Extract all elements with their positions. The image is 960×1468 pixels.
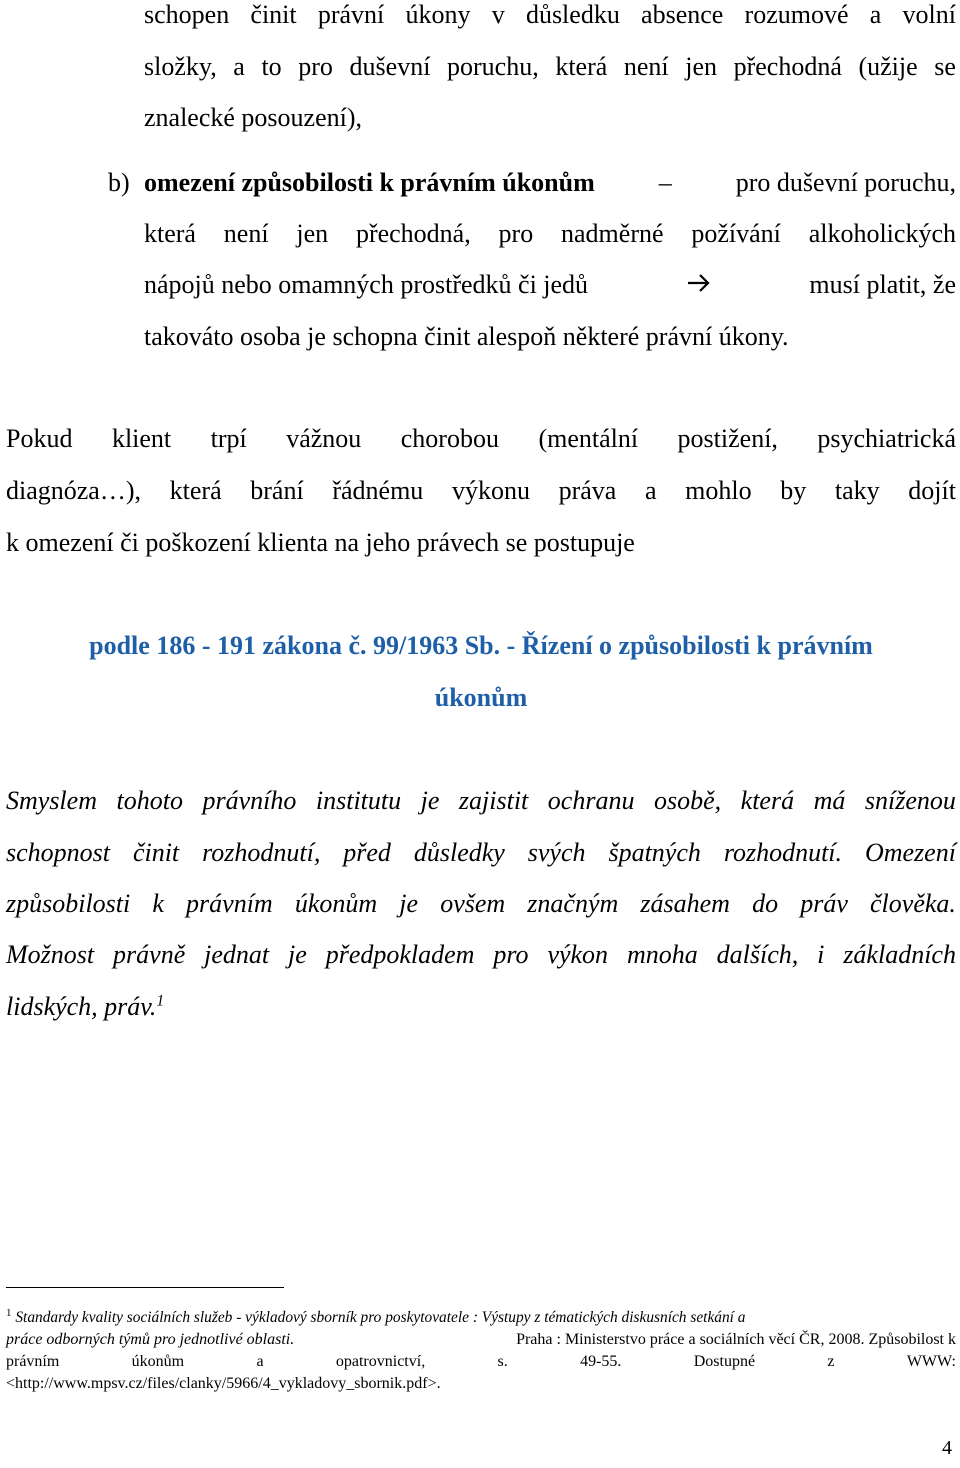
word: předpokladem [325, 940, 475, 969]
list-item-b-line-4: takováto osoba je schopna činit alespoň některé právní úkony. [144, 322, 789, 351]
word: složky, [144, 52, 217, 81]
word: důsledku [525, 0, 620, 29]
word: absence [641, 0, 724, 29]
word: s. [497, 1353, 508, 1370]
word: je [420, 786, 440, 815]
word: a [644, 476, 657, 505]
arrow-right-icon [686, 270, 712, 300]
word: člověka. [870, 889, 956, 918]
word: právním [6, 1353, 60, 1370]
word: schopnost [6, 838, 110, 867]
word: Možnost [6, 940, 95, 969]
footnote-line-3 [6, 1351, 956, 1373]
word: výkonu [451, 476, 530, 505]
word: diagnóza…), [6, 476, 142, 505]
footnote [6, 1307, 956, 1395]
word: úkonům [294, 889, 378, 918]
word: institutu [315, 786, 402, 815]
word: činit [132, 838, 180, 867]
word: jednat [204, 940, 270, 969]
paragraph-line-3: k omezení či poškození klienta na jeho právech se postupuje [6, 528, 635, 557]
footnote-line-2 [6, 1329, 956, 1351]
word: úkonům [131, 1353, 185, 1370]
word: a [233, 52, 245, 81]
word: je [288, 940, 307, 969]
word: Pokud [6, 424, 73, 453]
italic-paragraph-line-4 [6, 940, 956, 970]
word: pro [493, 940, 529, 969]
word: která [740, 786, 795, 815]
word: která [555, 52, 608, 81]
word: není [223, 219, 269, 248]
word: je [399, 889, 419, 918]
word: klient [111, 424, 172, 453]
word: která [169, 476, 222, 505]
word: i [817, 940, 825, 969]
word: trpí [210, 424, 247, 453]
word: zásahem [640, 889, 730, 918]
page-number: 4 [942, 1437, 952, 1459]
word: v [491, 0, 505, 29]
word: svých [527, 838, 586, 867]
paragraph-line-1 [6, 424, 956, 454]
word: a [256, 1353, 264, 1370]
word: tohoto [116, 786, 183, 815]
list-item-b-line-3-before: nápojů nebo omamných prostředků či jedů [144, 270, 589, 299]
word: se [934, 52, 956, 81]
list-continuation-line-2 [144, 52, 956, 82]
footnote-line-1 [6, 1307, 956, 1329]
italic-paragraph-line-3 [6, 889, 956, 919]
word: schopen [144, 0, 230, 29]
word: WWW: [906, 1353, 956, 1370]
word: poruchu, [447, 52, 539, 81]
word: jen [296, 219, 329, 248]
list-continuation-line-1 [144, 0, 956, 30]
word: výkon [547, 940, 609, 969]
footnote-url[interactable]: <http://www.mpsv.cz/files/clanky/5966/4_vykladovy_sbornik.pdf>. [6, 1375, 441, 1392]
footnote-title-part-2: práce odborných týmů pro jednotlivé oblasti. [6, 1331, 295, 1348]
word: práv [800, 889, 848, 918]
section-heading-line-1: podle 186 - 191 zákona č. 99/1963 Sb. - Řízení o způsobilosti k právním [89, 631, 873, 660]
list-item-b-line-3-after: musí platit, že [809, 270, 956, 299]
list-item-b-line-1 [144, 168, 956, 198]
word: osobě, [653, 786, 722, 815]
word: Omezení [864, 838, 956, 867]
word: právně [113, 940, 186, 969]
word: právním [186, 889, 273, 918]
word: dojít [908, 476, 956, 505]
word: má [813, 786, 846, 815]
word: činit [250, 0, 297, 29]
word: (užije [858, 52, 918, 81]
word: z [827, 1353, 835, 1370]
list-item-b-line-3 [144, 270, 956, 300]
word: a [869, 0, 882, 29]
word: vážnou [286, 424, 362, 453]
word: přechodná [733, 52, 842, 81]
word: právního [202, 786, 297, 815]
footnote-publisher: Praha : Ministerstvo práce a sociálních věcí ČR, 2008. Způsobilost k [516, 1331, 956, 1348]
word: brání [250, 476, 304, 505]
word: to [261, 52, 282, 81]
word: jen [685, 52, 717, 81]
word: ovšem [440, 889, 506, 918]
word: před [343, 838, 391, 867]
em-dash: – [658, 168, 672, 197]
section-heading-line-2: úkonům [434, 683, 528, 712]
word: k [152, 889, 164, 918]
paragraph-line-2 [6, 476, 956, 506]
word: zajistit [458, 786, 529, 815]
word: špatných [608, 838, 701, 867]
word: sníženou [864, 786, 956, 815]
word: mohlo [685, 476, 752, 505]
word: nadměrné [561, 219, 664, 248]
italic-paragraph-line-1 [6, 786, 956, 816]
word: postižení, [677, 424, 778, 453]
word: pro [498, 219, 534, 248]
word: taky [834, 476, 880, 505]
footnote-separator [6, 1287, 284, 1288]
word: volní [902, 0, 956, 29]
word: dalších, [716, 940, 799, 969]
word: rozhodnutí. [723, 838, 843, 867]
word: důsledky [413, 838, 505, 867]
bold-term: omezení způsobilosti k právním úkonům [144, 168, 595, 197]
list-item-b-line-2 [144, 219, 956, 249]
word: rozumové [744, 0, 849, 29]
list-item-b-line-1-rest: pro duševní poruchu, [735, 168, 956, 197]
footnote-number: 1 [6, 1306, 12, 1319]
word: Smyslem [6, 786, 97, 815]
word: řádnému [332, 476, 424, 505]
word: opatrovnictví, [335, 1353, 426, 1370]
list-marker-b: b) [108, 168, 130, 197]
word: psychiatrická [817, 424, 956, 453]
word: chorobou [400, 424, 499, 453]
word: (mentální [538, 424, 639, 453]
italic-paragraph-line-2 [6, 838, 956, 868]
word: Dostupné [693, 1353, 756, 1370]
list-continuation-line-3: znalecké posouzení), [144, 103, 363, 132]
word: práva [558, 476, 617, 505]
word: značným [527, 889, 619, 918]
word: by [780, 476, 807, 505]
word: duševní [349, 52, 431, 81]
word: úkony [405, 0, 471, 29]
word: způsobilosti [6, 889, 131, 918]
word: do [752, 889, 779, 918]
word: právní [317, 0, 385, 29]
footnote-title-part-1: Standardy kvality sociálních služeb - výkladový sborník pro poskytovatele : Výstupy z tématických diskusních setkání a [15, 1309, 746, 1326]
word: 49-55. [580, 1353, 622, 1370]
word: základních [843, 940, 956, 969]
footnote-reference[interactable]: 1 [156, 992, 165, 1010]
italic-paragraph-line-5 [6, 992, 164, 1022]
word: ochranu [547, 786, 635, 815]
word: pro [298, 52, 333, 81]
italic-paragraph-line-5-text: lidských, práv. [6, 992, 157, 1021]
word: mnoha [626, 940, 698, 969]
word: alkoholických [808, 219, 956, 248]
word: rozhodnutí, [202, 838, 321, 867]
word: není [623, 52, 669, 81]
word: která [144, 219, 196, 248]
word: přechodná, [355, 219, 471, 248]
word: požívání [691, 219, 781, 248]
